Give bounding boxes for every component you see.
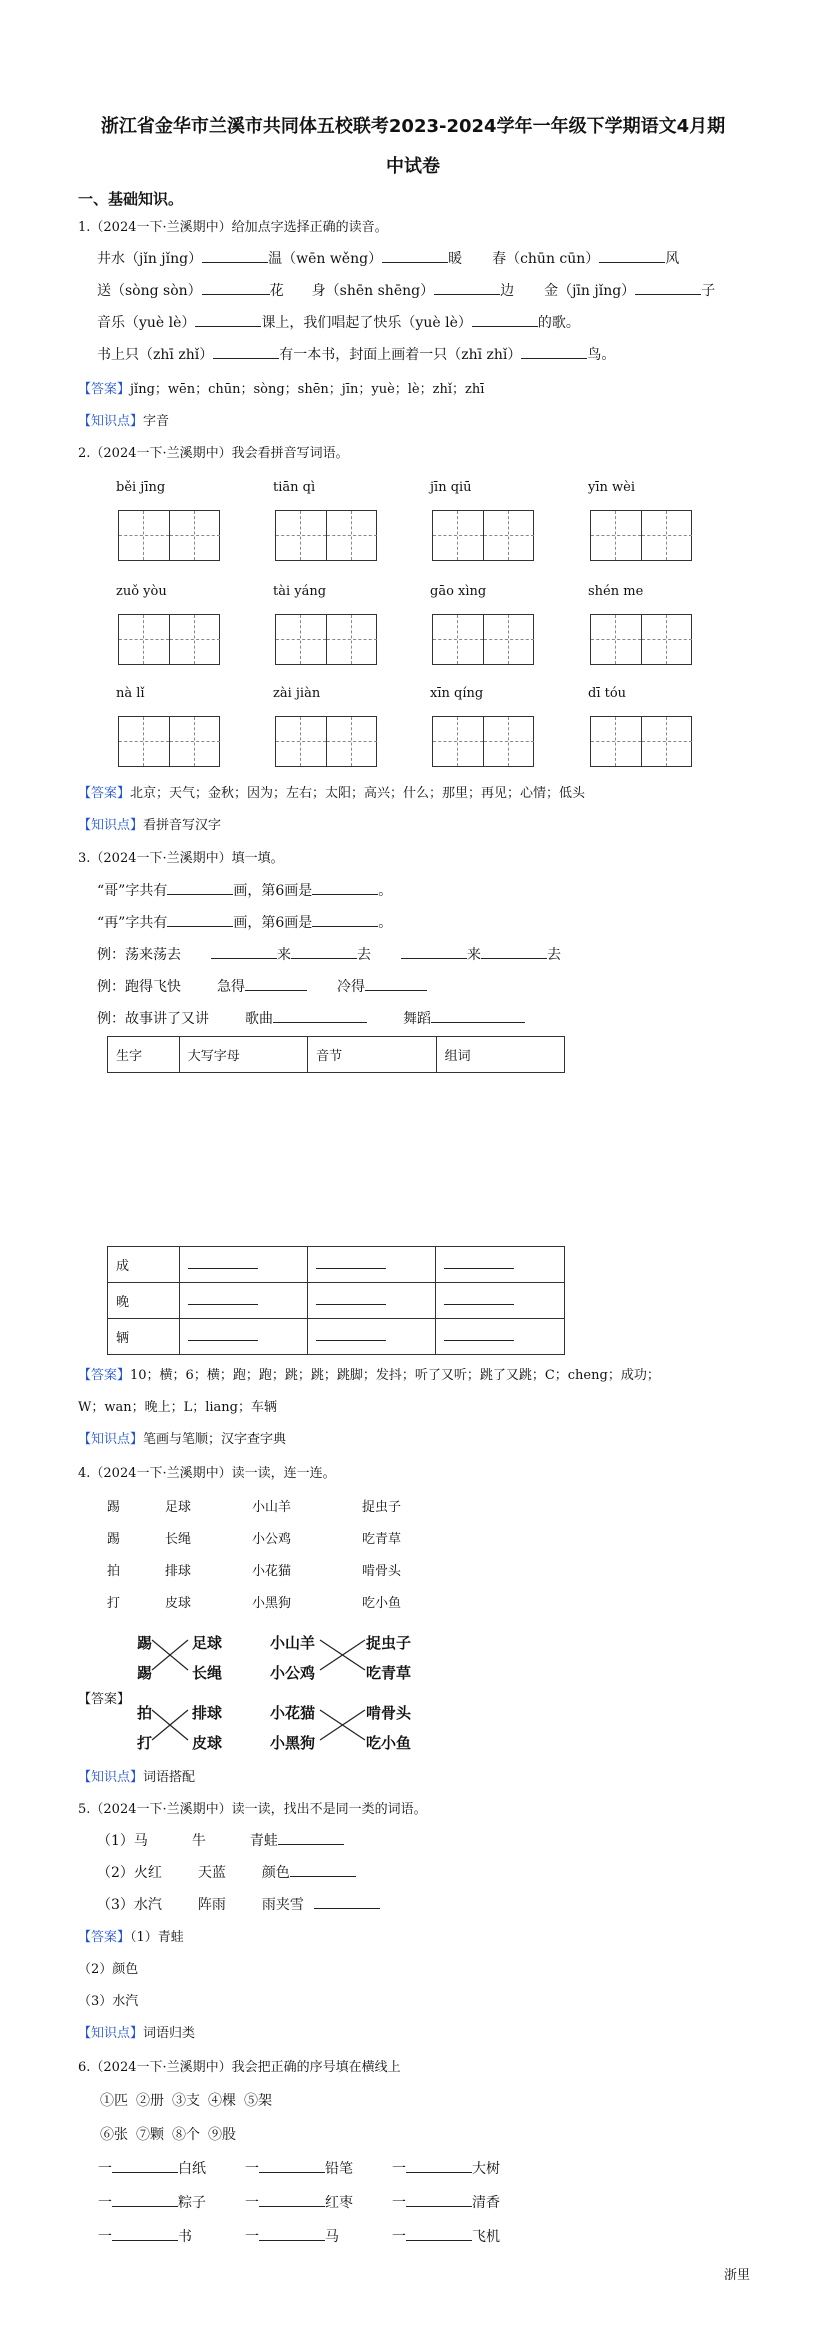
- q4-knowledge: 【知识点】词语搭配: [78, 1770, 196, 1785]
- fill-item: 一 飞机: [392, 2229, 500, 2245]
- q3-line3: 例：荡来荡去 来 去 来 去: [97, 947, 561, 963]
- answer-word: 踢: [137, 1634, 153, 1652]
- pinyin-label: zài jiàn: [273, 686, 321, 701]
- q3-line4: 例：跑得飞快 急得 冷得: [97, 976, 427, 996]
- answer-word: 皮球: [192, 1734, 223, 1752]
- pinyin-label: tiān qì: [273, 480, 316, 495]
- match-word: 吃青草: [362, 1532, 402, 1547]
- fill-item: 一 清香: [392, 2195, 500, 2211]
- q3-line1: “哥”字共有 画，第6画是 。: [97, 883, 393, 899]
- pinyin-label: jīn qiū: [430, 480, 472, 495]
- q5-answer3: （3）水汽: [78, 1994, 139, 2009]
- section-heading: 一、基础知识。: [78, 190, 184, 208]
- page-footer: 浙里: [724, 2268, 751, 2283]
- option-item: ④棵: [208, 2093, 236, 2109]
- q1-row2: 送（sòng sòn） 花 身（shēn shēng） 边 金（jīn jǐng） 子: [97, 283, 716, 299]
- writing-grid[interactable]: [118, 510, 220, 561]
- match-word: 打: [107, 1596, 121, 1611]
- fill-item: 一 大树: [392, 2161, 500, 2177]
- pinyin-label: yīn wèi: [588, 480, 635, 495]
- writing-grid[interactable]: [275, 510, 377, 561]
- pinyin-label: běi jīng: [116, 480, 166, 495]
- fill-item: 一 书: [98, 2229, 192, 2245]
- option-item: ⑨股: [208, 2127, 236, 2143]
- answer-word: 小黑狗: [270, 1734, 316, 1752]
- match-word: 小花猫: [252, 1564, 292, 1579]
- match-word: 拍: [107, 1564, 121, 1579]
- q4-heading: 4.（2024一下·兰溪期中）读一读，连一连。: [78, 1466, 336, 1481]
- answer-word: 排球: [192, 1704, 223, 1722]
- table-row: 晚: [108, 1283, 565, 1319]
- pinyin-label: nà lǐ: [116, 686, 145, 701]
- q5-row3: （3）水汽 阵雨 雨夹雪: [97, 1894, 380, 1914]
- answer-word: 小山羊: [270, 1634, 316, 1652]
- answer-word: 拍: [137, 1704, 153, 1722]
- q1-row3: 音乐（yuè lè） 课上，我们唱起了快乐（yuè lè） 的歌。: [97, 315, 580, 331]
- match-word: 踢: [107, 1500, 121, 1515]
- q6-heading: 6.（2024一下·兰溪期中）我会把正确的序号填在横线上: [78, 2060, 401, 2075]
- writing-grid[interactable]: [275, 716, 377, 767]
- writing-grid[interactable]: [432, 716, 534, 767]
- writing-grid[interactable]: [432, 510, 534, 561]
- match-word: 踢: [107, 1532, 121, 1547]
- q1-knowledge: 【知识点】字音: [78, 414, 170, 429]
- q3-line5: 例：故事讲了又讲 歌曲 舞蹈: [97, 1008, 525, 1028]
- option-item: ①匹: [100, 2093, 128, 2109]
- q3-knowledge: 【知识点】笔画与笔顺；汉字查字典: [78, 1432, 287, 1447]
- match-word: 啃骨头: [362, 1564, 402, 1579]
- q3-heading: 3.（2024一下·兰溪期中）填一填。: [78, 851, 284, 866]
- match-word: 皮球: [165, 1596, 192, 1611]
- q5-row1: （1）马 牛 青蛙: [97, 1830, 344, 1850]
- q1-answer: 【答案】jǐng；wēn；chūn；sòng；shēn；jīn；yuè；lè；zhǐ；zhī: [78, 382, 485, 397]
- option-item: ⑥张: [100, 2127, 128, 2143]
- pinyin-label: gāo xìng: [430, 584, 487, 599]
- answer-word: 踢: [137, 1664, 153, 1682]
- match-word: 小黑狗: [252, 1596, 292, 1611]
- q3-line2: “再”字共有 画，第6画是 。: [97, 915, 393, 931]
- option-item: ⑧个: [172, 2127, 200, 2143]
- match-word: 小公鸡: [252, 1532, 292, 1547]
- q1-heading: 1.（2024一下·兰溪期中）给加点字选择正确的读音。: [78, 220, 388, 235]
- table-row: 成: [108, 1247, 565, 1283]
- q1-row1: 井水（jǐn jǐng） 温（wēn wěng） 暖 春（chūn cūn） 风: [97, 251, 680, 267]
- th-char: 生字: [108, 1037, 180, 1073]
- doc-title-line2: 中试卷: [386, 156, 440, 177]
- doc-title-line1: 浙江省金华市兰溪市共同体五校联考2023-2024学年一年级下学期语文4月期: [100, 116, 726, 137]
- answer-word: 打: [137, 1734, 153, 1752]
- q5-row2: （2）火红 天蓝 颜色: [97, 1862, 356, 1882]
- answer-word: 吃青草: [366, 1664, 412, 1682]
- q5-heading: 5.（2024一下·兰溪期中）读一读，找出不是同一类的词语。: [78, 1802, 427, 1817]
- option-item: ⑤架: [244, 2093, 272, 2109]
- q3-answer-line2: W；wan；晚上；L；liang；车辆: [78, 1400, 278, 1415]
- th-capital: 大写字母: [179, 1037, 307, 1073]
- writing-grid[interactable]: [118, 614, 220, 665]
- writing-grid[interactable]: [275, 614, 377, 665]
- fill-item: 一 铅笔: [245, 2161, 353, 2177]
- q2-answer: 【答案】北京；天气；金秋；因为；左右；太阳；高兴；什么；那里；再见；心情；低头: [78, 786, 586, 801]
- match-word: 长绳: [165, 1532, 192, 1547]
- option-item: ②册: [136, 2093, 164, 2109]
- match-word: 足球: [165, 1500, 192, 1515]
- th-words: 组词: [436, 1037, 564, 1073]
- q3-table-body: [107, 1246, 565, 1355]
- match-word: 小山羊: [252, 1500, 292, 1515]
- pinyin-label: shén me: [588, 584, 644, 599]
- writing-grid[interactable]: [590, 716, 692, 767]
- match-word: 排球: [165, 1564, 192, 1579]
- table-row: 辆: [108, 1319, 565, 1355]
- answer-word: 小花猫: [270, 1704, 316, 1722]
- q2-heading: 2.（2024一下·兰溪期中）我会看拼音写词语。: [78, 446, 349, 461]
- th-syllable: 音节: [308, 1037, 436, 1073]
- option-item: ③支: [172, 2093, 200, 2109]
- fill-item: 一 白纸: [98, 2161, 206, 2177]
- q3-table-header: [107, 1036, 565, 1073]
- writing-grid[interactable]: [432, 614, 534, 665]
- q2-knowledge: 【知识点】看拼音写汉字: [78, 818, 222, 833]
- writing-grid[interactable]: [590, 510, 692, 561]
- writing-grid[interactable]: [118, 716, 220, 767]
- answer-word: 足球: [192, 1634, 223, 1652]
- q4-answer-label: 【答案】: [78, 1692, 131, 1707]
- writing-grid[interactable]: [590, 614, 692, 665]
- match-word: 捉虫子: [362, 1500, 402, 1515]
- q5-answer1: 【答案】（1）青蛙: [78, 1930, 184, 1945]
- q5-answer2: （2）颜色: [78, 1962, 139, 1977]
- answer-word: 啃骨头: [366, 1704, 412, 1722]
- answer-word: 长绳: [192, 1664, 223, 1682]
- q5-knowledge: 【知识点】词语归类: [78, 2026, 196, 2041]
- fill-item: 一 马: [245, 2229, 339, 2245]
- answer-word: 捉虫子: [366, 1634, 412, 1652]
- q3-answer-line1: 【答案】10；横；6；横；跑；跑；跳；跳；跳脚；发抖；听了又听；跳了又跳；C；cheng；成功；: [78, 1368, 660, 1383]
- pinyin-label: zuǒ yòu: [116, 584, 167, 599]
- fill-item: 一 红枣: [245, 2195, 353, 2211]
- pinyin-label: dī tóu: [588, 686, 627, 701]
- answer-word: 小公鸡: [270, 1664, 316, 1682]
- q1-row4: 书上只（zhī zhǐ） 有一本书，封面上画着一只（zhī zhǐ） 鸟。: [97, 347, 616, 363]
- fill-item: 一 粽子: [98, 2195, 206, 2211]
- answer-word: 吃小鱼: [366, 1734, 412, 1752]
- pinyin-label: xīn qíng: [430, 686, 484, 701]
- match-word: 吃小鱼: [362, 1596, 402, 1611]
- option-item: ⑦颗: [136, 2127, 164, 2143]
- pinyin-label: tài yáng: [273, 584, 327, 599]
